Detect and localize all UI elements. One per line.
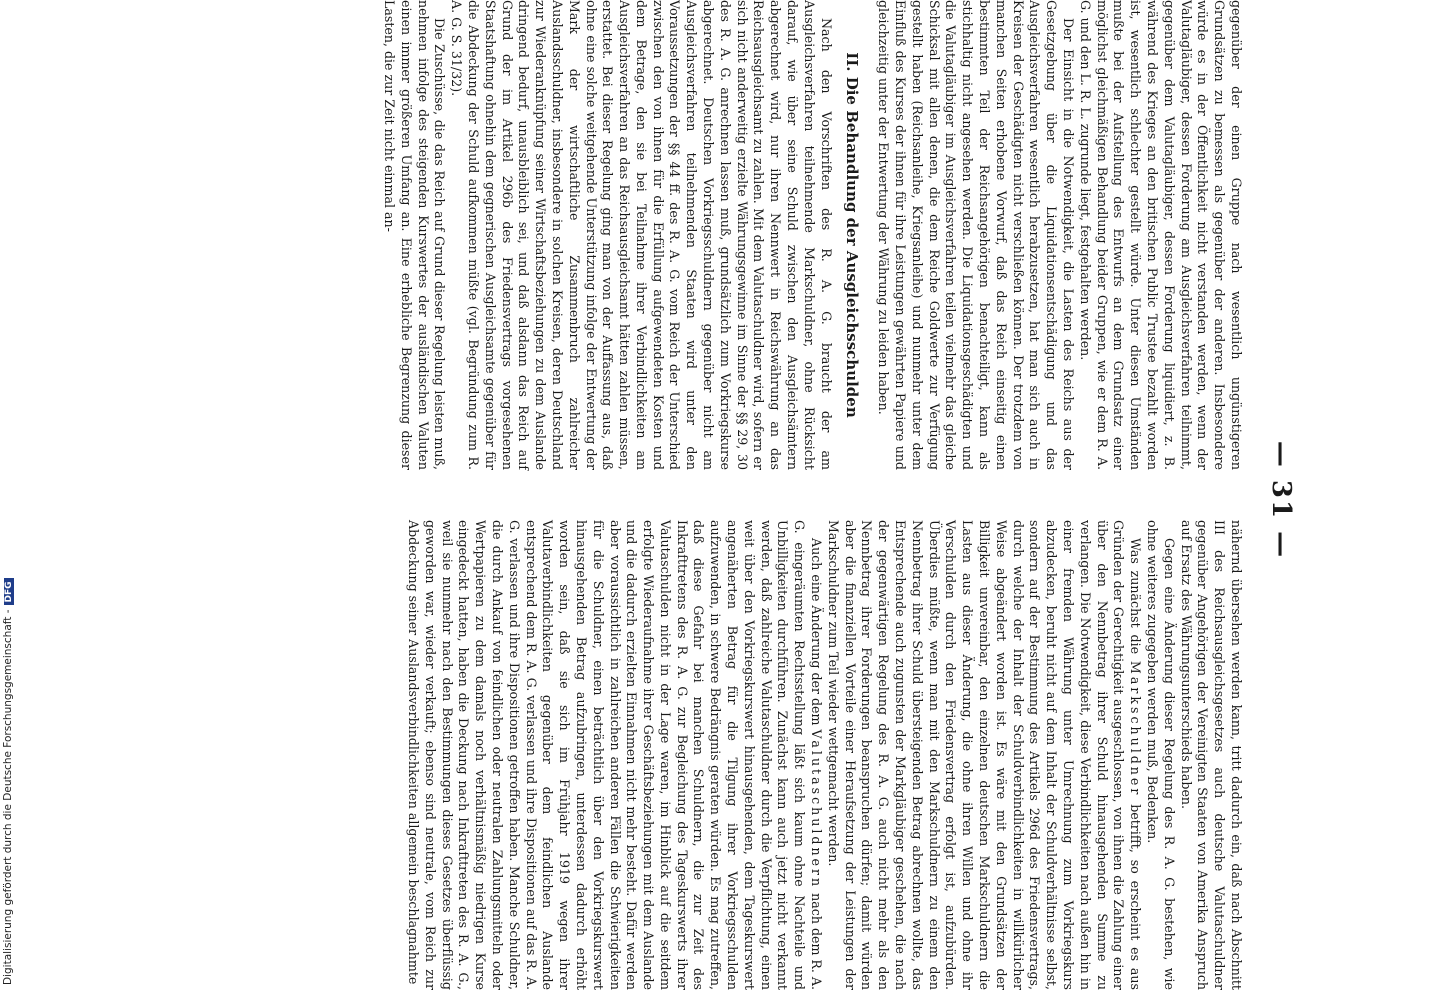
right-column	[404, 520, 1244, 990]
scanned-page	[134, 0, 1434, 1000]
paragraph: Gegen eine Änderung dieser Regelung des R. A. G. bestehen, wie ohne weiteres zugegeben werden muß, Bedenken.	[1145, 520, 1177, 990]
paragraph: Nach den Vorschriften des R. A. G. braucht der am Ausgleichsverfahren teilnehmende Markschuldner, ohne Rücksicht darauf, wie über seine Schuld zwischen den Ausgleichsämtern abgerechnet wird, nur ihren Nennwert in Reichswährung an das Reichsausgleichsamt zu zahlen. Mit dem Valutaschuldner wird, sofern er sich nicht anderweitig erzielte Währungsgewinne im Sinne der §§ 29, 30 des R. A. G. anrechnen lassen muß, grundsätzlich zum Vorkriegskurse abgerechnet. Deutschen Vorkriegsschuldnern gegenüber nicht am Ausgleichsverfahren teilnehmenden Staaten wird unter den Voraussetzungen der §§ 44 ff. des R. A. G. vom Reich der Unterschied zwischen den von ihnen für die Erfüllung aufgewendeten Kosten und dem Betrage, den sie bei Teilnahme ihrer Verbindlichkeiten am Ausgleichsverfahren an das Reichsausgleichsamt hätten zahlen müssen, erstattet. Bei dieser Regelung ging man von der Auffassung aus, daß ohne eine solche weitgehende Unterstützung infolge der Entwertung der Mark der wirtschaftliche Zusammenbruch zahlreicher Auslandsschuldner, insbesondere in solchen Kreisen, deren Deutschland zur Wiederanknüpfung seiner Wirtschaftsbeziehungen zu dem Auslande dringend bedurf, unausbleiblich sei, und daß alsdann das Reich auf Grund der im Artikel 296b des Friedensvertrags vorgesehenen Staatshaftung ohnehin dem gegnerischen Ausgleichsamte gegenüber für die Abdeckung der Schuld aufkommen müßte (vgl. Begründung zum R. A. G. S. 31/32).	[449, 0, 834, 470]
paragraph	[404, 520, 824, 990]
page-number: — 31 —	[1266, 440, 1296, 560]
text-run: betrifft, so erscheint es aus Gründen der Gerechtigkeit ausgeschlossen, von ihnen die Zahlung einer über den Nennbetrag ihrer Schuld hinausgehenden Summe zu verlangen. Die Notwendigkeit, diese Verbindlichkeiten nach außen hin in einer fremden Währung unter Umrechnung zum Vorkriegskurs abzudecken, beruht nicht auf dem Inhalt der Schuldverhältnisse selbst, sondern auf der Bestimmung des Artikels 296d des Friedensvertrags, durch welche der Inhalt der Schuldverbindlichkeiten in willkürlicher Weise abgeändert worden ist. Es wäre mit den Grundsätzen der Billigkeit unvereinbar, den einzelnen deutschen Markschuldnern die Lasten aus dieser Änderung, die ohne ihren Willen und ohne ihr Verschulden durch den Friedensvertrag erfolgt ist, aufzubürden. Überdies müßte, wenn man mit den Markschuldnern zu einem den Nennbetrag ihrer Schuld übersteigenden Betrag abrechnen wollte, das Entsprechende auch zugunsten der Markgläubiger geschehen, die nach der gegenwärtigen Regelung des R. A. G. auch nicht mehr als den Nennbetrag ihrer Forderungen beanspruchen dürfen; damit würden aber die finanziellen Vorteile einer Heraufsetzung der Leistungen der Markschuldner zum Teil wieder wettgemacht werden.	[825, 520, 1144, 990]
paragraph: Die Zuschüsse, die das Reich auf Grund dieser Regelung leisten muß, nehmen infolge des steigenden Kurswertes der ausländischen Valuten einen immer größeren Umfang an. Eine erhebliche Begrenzung dieser Lasten, die zur Zeit nicht einmal an-	[381, 0, 448, 470]
dfg-logo: DFG	[4, 578, 14, 605]
paragraph: gegenüber der einen Gruppe nach wesentlich ungünstigeren Grundsätzen zu bemessen als gegenüber der anderen. Insbesondere würde es in der Öffentlichkeit nicht verstanden werden, wenn der Valutagläubiger, dessen Forderung am Ausgleichsverfahren teilnimmt, gegenüber dem Valutagläubiger, dessen Forderung liquidiert, z. B. während des Krieges an den britischen Public Trustee bezahlt worden ist, wesentlich schlechter gestellt würde. Unter diesen Umständen mußte bei der Aufstellung des Entwurfs an dem Grundsatz einer möglichst gleichmäßigen Behandlung beider Gruppen, wie er dem R. A. G. und den L. R. L. zugrunde liegt, festgehalten werden.	[1077, 0, 1244, 470]
funding-credit: Digitalisierung gefördert durch die Deutsche Forschungsgemeinschaft -	[2, 609, 14, 985]
text-run: Auch eine Änderung der dem	[809, 538, 825, 730]
text-run: Was zunächst die	[1128, 538, 1144, 661]
document-page	[134, 0, 1314, 1000]
paragraph	[824, 520, 1143, 990]
text-run: nach dem R. A. G. eingeräumten Rechtsstellung läßt sich kaum ohne Nachteile und Unbilligkeiten durchführen. Zunächst kann auch jetzt nicht verkannt werden, daß zahlreiche Valutaschuldner durch die Verpflichtung, einen weit über den Vorkriegskurswert hinausgehenden, dem Tageskurswert angenäherten Betrag für die Tilgung ihrer Vorkriegsschulden aufzuwenden, in schwere Bedrängnis geraten würden. Es mag zutreffen, daß diese Gefahr bei manchen Schuldnern, die zur Zeit des Inkrafttretens des R. A. G. zur Begleichung des Tageskurswerts ihrer Valutaschulden nicht in der Lage waren, im Hinblick auf die seitdem erfolgte Wiederaufnahme ihrer Geschäftsbeziehungen mit dem Auslande und die dadurch erzielten Einnahmen nicht mehr besteht. Dafür werden aber voraussichtlich in zahlreichen anderen Fällen die Schwierigkeiten für die Schuldner, einen beträchtlich über den Vorkriegskurswert hinausgehenden Betrag aufzubringen, unterdessen dadurch erhöht worden sein, daß sie sich im Frühjahr 1919 wegen ihrer Valutaverbindlichkeiten gegenüber dem feindlichen Auslande entsprechend dem R. A. G. verlassen und ihre Dispositionen auf das R. A. G. verlassen und ihre Dispositionen getroffen haben. Manche Schuldner, die durch Ankauf von feindlichen oder neutralen Zahlungsmitteln oder Wertpapieren zu dem damals noch verhältnismäßig niedrigen Kurse eingedeckt hatten, haben die Deckung nach Inkrafttreten des R. A. G., weil sie nunmehr nach den Bestimmungen dieses Gesetzes überflüssig geworden war, wieder verkauft; ebenso sind neutrale, vom Reich zur Abdeckung seiner Auslandsverbindlichkeiten allgemein beschlagnahmte	[405, 520, 825, 990]
left-column	[380, 0, 1244, 470]
emphasized-term: Markschuldner	[1128, 660, 1144, 798]
section-heading: II. Die Behandlung der Ausgleichsschulden	[843, 52, 862, 418]
footer-text	[2, 0, 16, 985]
emphasized-term: Valutaschuldnern	[809, 729, 825, 890]
paragraph: Der Einsicht in die Notwendigkeit, die Lasten des Reichs aus der Gesetzgebung über die Liquidationsentschädigung und das Ausgleichsverfahren wesentlich herabzusetzen, hat man sich auch in Kreisen der Geschädigten nicht verschließen können. Der trotzdem von manchen Seiten erhobene Vorwurf, daß das Reich einseitig einen bestimmten Teil der Reichsangehörigen benachteiligt, kann als stichhaltig nicht angesehen werden. Die Liquidationsgeschädigten und die Valutagläubiger im Ausgleichsverfahren teilen vielmehr das gleiche Schicksal mit allen denen, die dem Reiche Goldwerte zur Verfügung gestellt haben (Reichsanleihe, Kriegsanleihe) und nunmehr unter dem Einfluß des Kurses der ihnen für ihre Leistungen gewährten Papiere und gleichzeitig unter der Entwertung der Währung zu leiden haben.	[876, 0, 1077, 470]
digitization-footer	[0, 0, 20, 1000]
paragraph: nähernd übersehen werden kann, tritt dadurch ein, daß nach Abschnitt III des Reichsausgleichsgesetzes auch deutsche Valutaschuldner gegenüber Angehörigen der Vereinigten Staaten von Amerika Anspruch auf Ersatz des Währungsunterschieds haben.	[1178, 520, 1244, 990]
